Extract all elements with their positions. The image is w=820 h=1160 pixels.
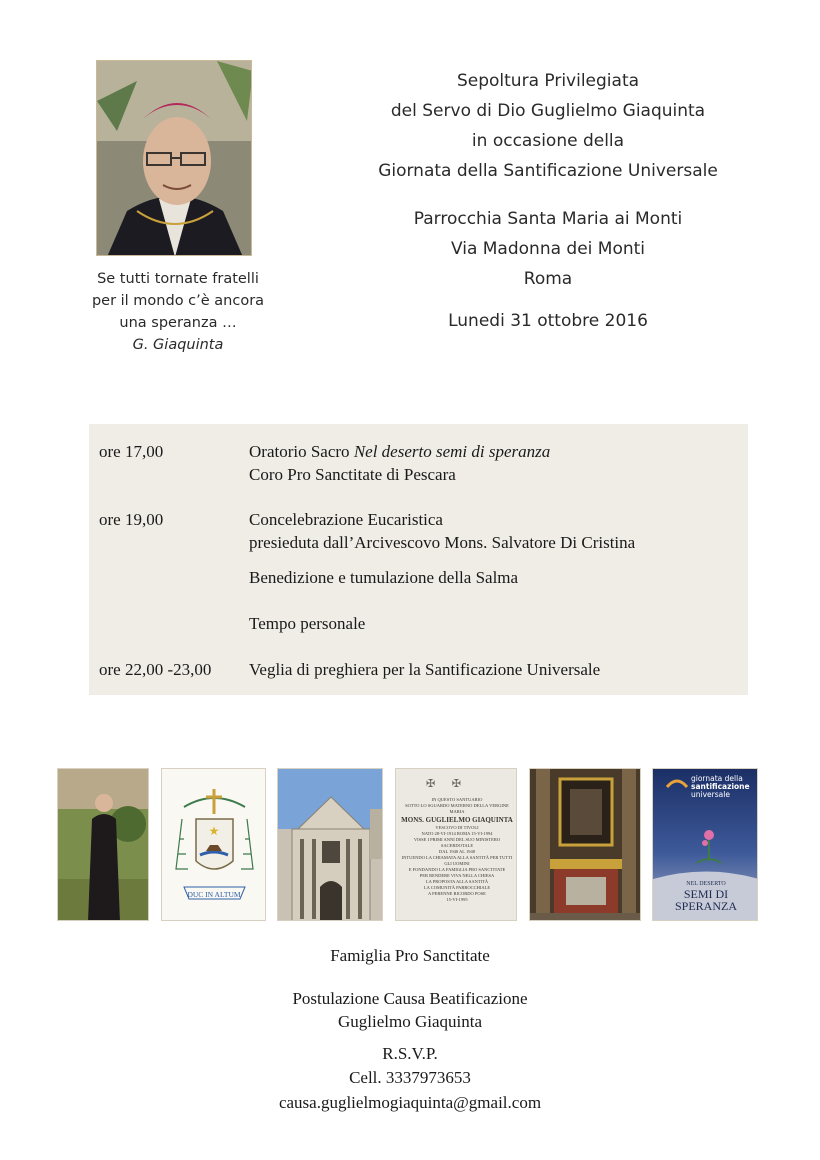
title-line: del Servo di Dio Guglielmo Giaquinta	[390, 101, 706, 121]
cell-phone: Cell. 3337973653	[349, 1068, 471, 1087]
postulation-line: Guglielmo Giaquinta	[337, 1012, 482, 1031]
coat-of-arms-image	[161, 768, 266, 921]
book-cover-image	[652, 768, 758, 921]
cover-subtitle: NEL DESERTO SEMI DI SPERANZA	[674, 881, 737, 913]
place-line: Via Madonna dei Monti	[450, 239, 646, 259]
plaque-emblem-icon: ✠ ✠	[426, 778, 461, 790]
family-name: Famiglia Pro Sanctitate	[330, 946, 490, 965]
coat-motto: DUC IN ALTUM	[187, 890, 241, 899]
priest-garden-photo	[57, 768, 149, 921]
title-line: Sepoltura Privilegiata	[456, 71, 640, 91]
place-line: Roma	[523, 269, 573, 289]
quote-line: una speranza …	[119, 315, 237, 331]
schedule-time: ore 17,00	[99, 442, 164, 461]
email-address[interactable]: causa.guglielmogiaquinta@gmail.com	[278, 1093, 542, 1112]
schedule-text: presieduta dall’Arcivescovo Mons. Salvatore Di Cristina	[249, 533, 636, 552]
schedule-text: Oratorio Sacro	[249, 442, 354, 461]
schedule-text: Concelebrazione Eucaristica	[249, 510, 443, 529]
schedule-italic: Nel deserto semi di speranza	[353, 442, 551, 461]
schedule-text: Veglia di preghiera per la Santificazione Universale	[249, 660, 601, 679]
quote-block	[84, 268, 272, 356]
svg-text:★: ★	[208, 824, 220, 838]
quote-line: per il mondo c’è ancora	[91, 293, 265, 309]
church-facade-photo	[277, 768, 383, 921]
place-line: Parrocchia Santa Maria ai Monti	[413, 209, 683, 229]
quote-author: G. Giaquinta	[132, 337, 224, 353]
schedule-panel	[89, 424, 748, 695]
memorial-plaque-photo	[395, 768, 517, 921]
schedule-time: ore 22,00 -23,00	[99, 660, 212, 679]
title-line: Giornata della Santificazione Universale	[378, 161, 718, 181]
postulation-line: Postulazione Causa Beatificazione	[292, 989, 528, 1008]
quote-line: Se tutti tornate fratelli	[97, 271, 259, 287]
plaque-text: IN QUESTO SANTUARIO SOTTO LO SGUARDO MATERNO DELLA VERGINE MARIA MONS. GUGLIELMO GIAQUINTA VESCOVO DI TIVOLI NATO 28-VI-1914 ROMA 15-VI-1994 VISSE I PRIMI ANNI DEL SUO MINISTERO SACERDOTALE DAL 1940 AL 1948 INTUENDO LA CHIAMATA ALLA SANTITÀ PER TUTTI GLI UOMINI E FONDANDO LA FAMIGLIA PRO SANCTITATE PER RENDERE VIVA NELLA CHIESA LA PROPOSTA ALLA SANTITÀ LA COMUNITÀ PARROCCHIALE A PERENNE RICORDO POSE 15-VI-1995	[401, 797, 513, 902]
schedule-text: Benedizione e tumulazione della Salma	[249, 568, 519, 587]
portrait-photo	[96, 60, 252, 256]
event-header	[350, 66, 746, 336]
schedule-text: Tempo personale	[249, 614, 366, 633]
cover-title: giornata della santificazione universale	[691, 774, 750, 799]
photo-strip	[0, 768, 820, 923]
schedule-text: Coro Pro Sanctitate di Pescara	[249, 465, 456, 484]
schedule-time: ore 19,00	[99, 510, 164, 529]
event-date: Lunedi 31 ottobre 2016	[448, 311, 648, 331]
rsvp-label: R.S.V.P.	[382, 1044, 438, 1063]
altar-photo	[529, 768, 641, 921]
title-line: in occasione della	[471, 131, 625, 151]
